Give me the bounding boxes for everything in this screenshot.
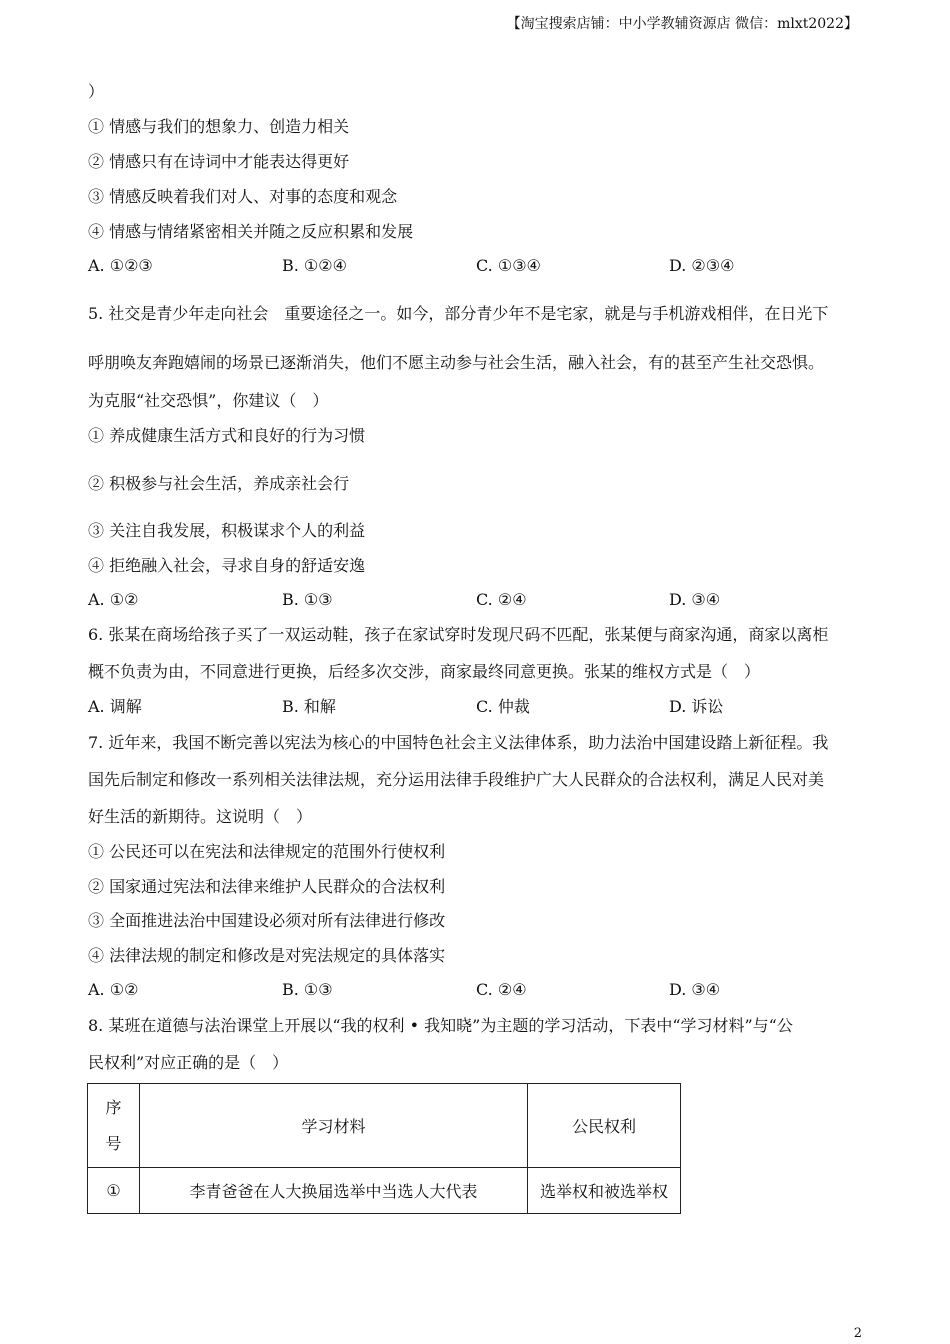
q4-item-4: ④ 情感与情绪紧密相关并随之反应积累和发展	[88, 222, 414, 241]
row-1-seq: ①	[88, 1168, 140, 1214]
q4-option-d: D. ②③④	[669, 256, 735, 275]
q6-option-c: C. 仲裁	[476, 697, 530, 716]
q5-option-b: B. ①③	[282, 590, 333, 609]
q7-option-b: B. ①③	[282, 980, 333, 999]
q4-option-c: C. ①③④	[476, 256, 541, 275]
q4-tail: ）	[88, 82, 105, 101]
row-1-material: 李青爸爸在人大换届选举中当选人大代表	[140, 1168, 528, 1214]
header-seq-char-1: 序	[105, 1097, 122, 1117]
q7-item-3: ③ 全面推进法治中国建设必须对所有法律进行修改	[88, 911, 446, 930]
q6-stem-line-1: 6. 张某在商场给孩子买了一双运动鞋，孩子在家试穿时发现尺码不匹配，张某便与商家沟通，商家以离柜	[88, 625, 829, 644]
q7-option-c: C. ②④	[476, 980, 527, 999]
row-1-rights: 选举权和被选举权	[528, 1168, 681, 1214]
q6-stem-line-2: 概不负责为由，不同意进行更换，后经多次交涉，商家最终同意更换。张某的维权方式是（ ）	[88, 662, 761, 681]
q5-stem-line-2: 呼朋唤友奔跑嬉闹的场景已逐渐消失，他们不愿主动参与社会生活，融入社会，有的甚至产生社交恐惧。	[88, 353, 825, 372]
q4-item-1: ① 情感与我们的想象力、创造力相关	[88, 117, 350, 136]
q7-item-2: ② 国家通过宪法和法律来维护人民群众的合法权利	[88, 877, 446, 896]
q6-option-d: D. 诉讼	[669, 697, 724, 716]
q7-stem-line-1: 7. 近年来，我国不断完善以宪法为核心的中国特色社会主义法律体系，助力法治中国建设踏上新征程。我	[88, 733, 829, 752]
q7-item-4: ④ 法律法规的制定和修改是对宪法规定的具体落实	[88, 946, 446, 965]
q4-option-a: A. ①②③	[88, 256, 153, 275]
q7-option-d: D. ③④	[669, 980, 721, 999]
table-header-row	[88, 1084, 681, 1168]
header-seq	[88, 1084, 140, 1168]
page-number: 2	[853, 1326, 862, 1341]
q7-item-1: ① 公民还可以在宪法和法律规定的范围外行使权利	[88, 842, 446, 861]
q5-option-d: D. ③④	[669, 590, 721, 609]
q6-option-b: B. 和解	[282, 697, 336, 716]
q5-item-4: ④ 拒绝融入社会，寻求自身的舒适安逸	[88, 556, 366, 575]
q5-option-c: C. ②④	[476, 590, 527, 609]
q4-option-b: B. ①②④	[282, 256, 347, 275]
q5-stem-line-1: 5. 社交是青少年走向社会 重要途径之一。如今，部分青少年不是宅家，就是与手机游戏相伴，在日光下	[88, 304, 829, 323]
page-header: 【淘宝搜索店铺：中小学教辅资源店 微信：mlxt2022】	[506, 16, 858, 32]
table-row	[88, 1168, 681, 1214]
q5-item-1: ① 养成健康生活方式和良好的行为习惯	[88, 426, 366, 445]
q5-item-3: ③ 关注自我发展，积极谋求个人的利益	[88, 521, 366, 540]
q6-option-a: A. 调解	[88, 697, 142, 716]
q7-stem-line-3: 好生活的新期待。这说明（ ）	[88, 807, 313, 826]
rights-table	[87, 1083, 681, 1214]
q5-item-2: ② 积极参与社会生活，养成亲社会行	[88, 474, 350, 493]
q4-item-3: ③ 情感反映着我们对人、对事的态度和观念	[88, 187, 398, 206]
q8-stem-line-1: 8. 某班在道德与法治课堂上开展以“我的权利 • 我知晓”为主题的学习活动，下表中“学习材料”与“公	[88, 1016, 793, 1035]
q4-item-2: ② 情感只有在诗词中才能表达得更好	[88, 152, 350, 171]
header-material: 学习材料	[140, 1084, 528, 1168]
q7-option-a: A. ①②	[88, 980, 139, 999]
q7-stem-line-2: 国先后制定和修改一系列相关法律法规，充分运用法律手段维护广大人民群众的合法权利，满足人民对美	[88, 770, 825, 789]
header-rights: 公民权利	[528, 1084, 681, 1168]
q5-option-a: A. ①②	[88, 590, 139, 609]
q5-stem-line-3: 为克服“社交恐惧”，你建议（ ）	[88, 391, 329, 410]
header-seq-char-2: 号	[105, 1133, 122, 1153]
q8-stem-line-2: 民权利”对应正确的是（ ）	[88, 1053, 289, 1072]
